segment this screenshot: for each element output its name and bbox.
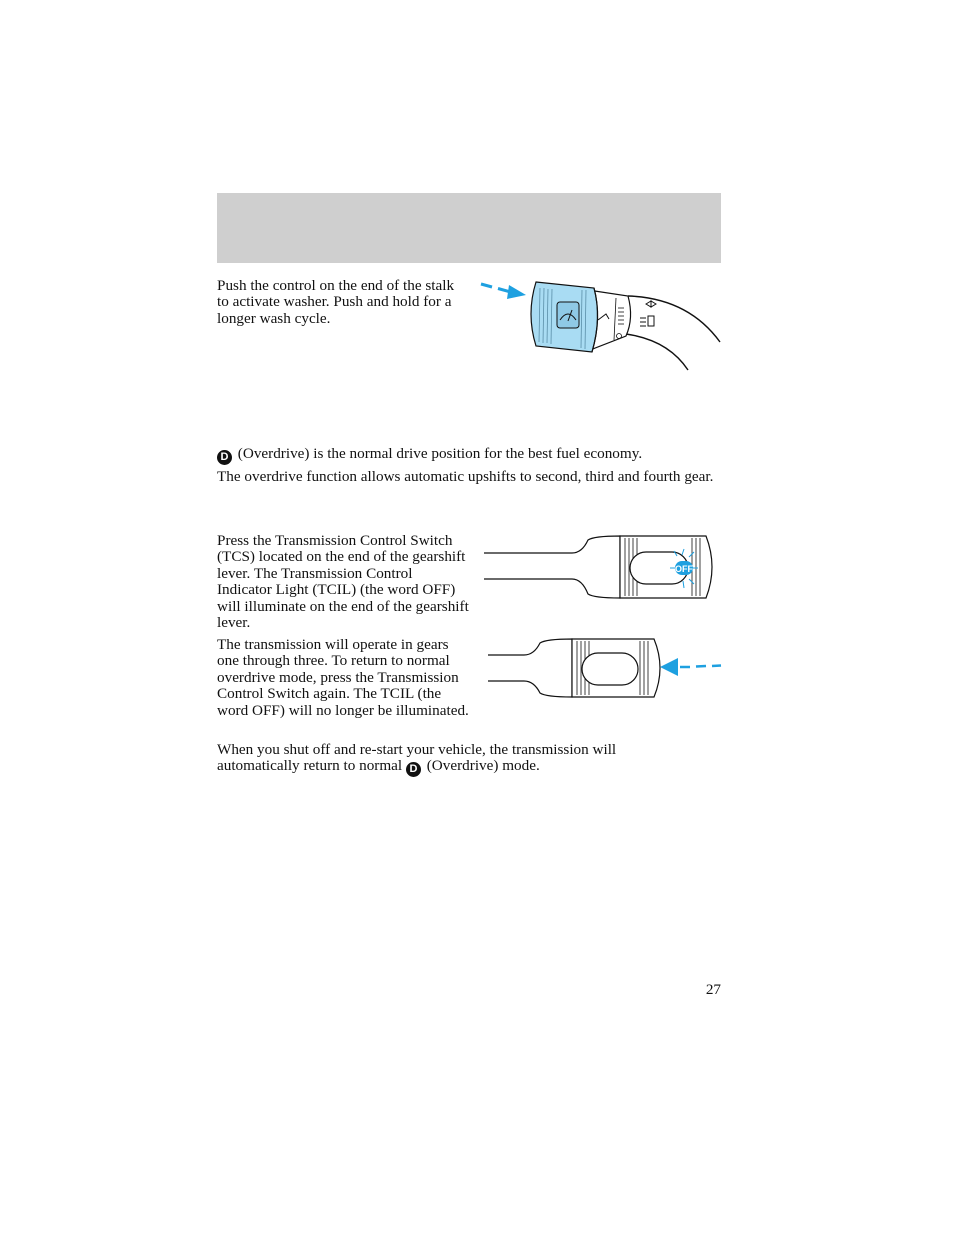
gearshift-lever-lit-illustration [484,534,720,600]
page-number: 27 [705,981,721,998]
washer-instruction-text: Push the control on the end of the stalk to activate washer. Push and hold for a longer wash cycle. [217,277,455,327]
tcs-paragraph-3-text-before: When you shut off and re-start your vehicle, the transmission will automatically return to normal [217,741,617,775]
push-arrow-icon [660,658,721,676]
tcs-paragraph-3 [217,742,687,777]
gearshift-lever-push-illustration [488,637,724,699]
overdrive-paragraph-2: The overdrive function allows automatic upshifts to second, third and fourth gear. [217,468,714,485]
overdrive-paragraph-1 [217,446,737,465]
tcs-paragraph-3-text-after: (Overdrive) mode. [426,757,540,775]
push-arrow-icon [481,284,526,299]
section-header-bar [217,193,721,263]
tcs-paragraph-2: The transmission will operate in gears one through three. To return to normal overdrive mode, press the Transmission Control Switch again. The TCIL (the word OFF) will no longer be illuminated. [217,636,469,719]
tcil-off-label: OFF [675,564,693,574]
tcs-paragraph-1-text: Press the Transmission Control Switch (TCS) located on the end of the gearshift lever. The Transmission Control Indicator Light (TCIL) (the word OFF) will illuminate on the end of the gearshift lever. [217,532,469,632]
wiper-stalk-illustration [478,278,724,374]
overdrive-paragraph-1-text: (Overdrive) is the normal drive position for the best fuel economy. [237,445,643,462]
tcs-paragraph-1 [217,533,469,631]
overdrive-d-icon: D [406,762,421,777]
overdrive-d-icon: D [217,450,232,465]
headlamp-icon [640,301,656,326]
